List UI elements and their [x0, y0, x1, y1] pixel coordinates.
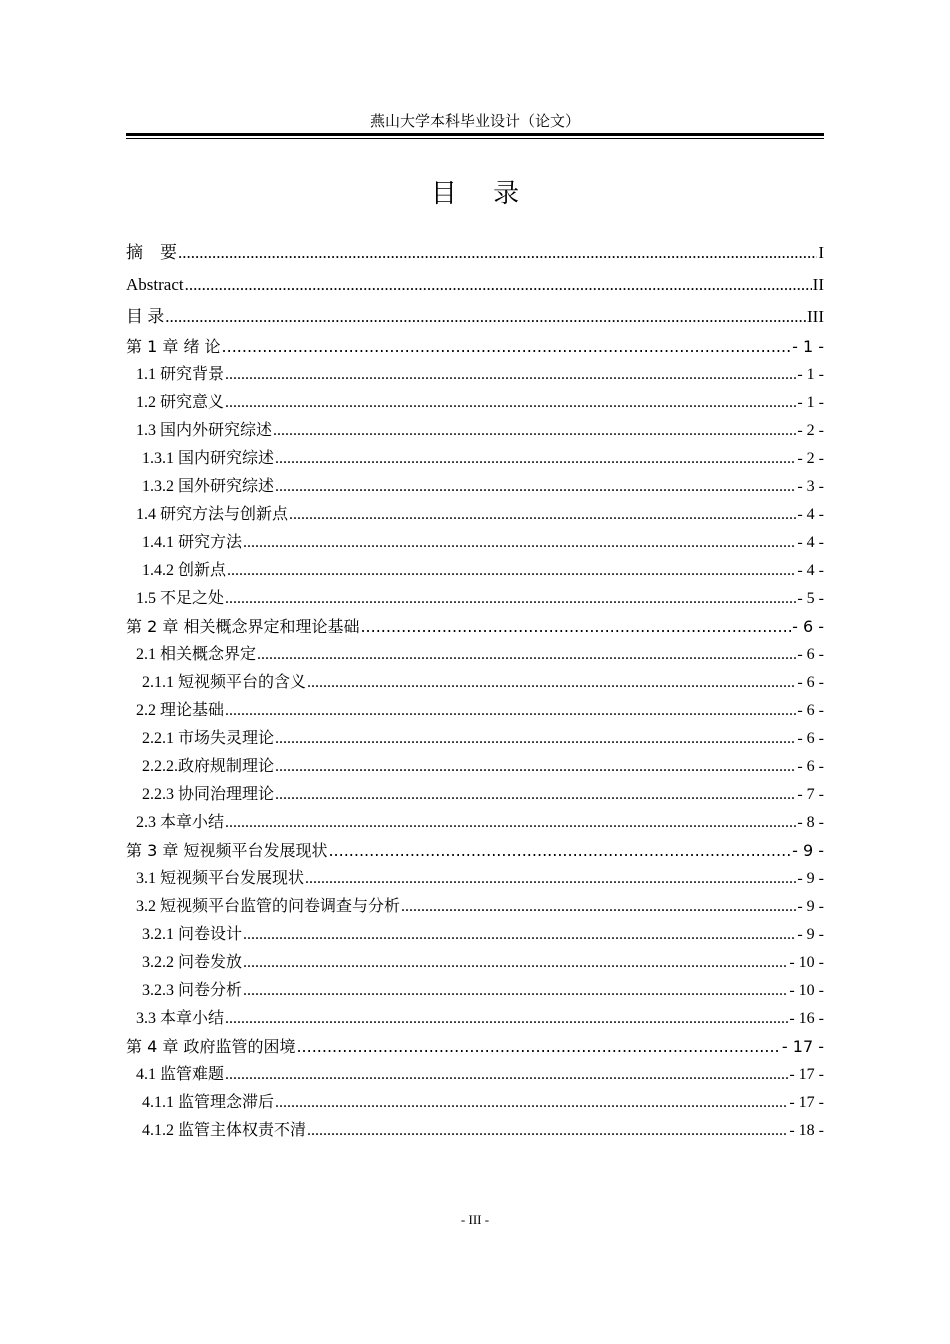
toc-entry[interactable] [126, 669, 824, 697]
table-of-contents [126, 237, 824, 1145]
toc-entry-page: - 4 - [797, 562, 824, 579]
toc-entry-page: - 17 - [789, 1094, 824, 1111]
toc-entry-page: - 4 - [797, 506, 824, 523]
toc-entry-label: 1.4.1 研究方法 [142, 534, 243, 551]
toc-dot-leader [296, 1033, 780, 1061]
toc-entry-label: 3.2.2 问卷发放 [142, 954, 243, 971]
toc-entry-page: - 16 - [789, 1010, 824, 1027]
toc-entry[interactable] [126, 237, 824, 269]
toc-entry-label: 2.2.3 协同治理理论 [142, 786, 275, 803]
page-header: 燕山大学本科毕业设计（论文） [369, 114, 580, 130]
toc-entry[interactable] [126, 1033, 824, 1061]
toc-entry-page: - 17 - [781, 1037, 824, 1056]
toc-dot-leader [243, 949, 788, 977]
toc-entry-label: 2.2.1 市场失灵理论 [142, 730, 275, 747]
toc-entry-page: - 2 - [797, 450, 824, 467]
toc-entry-page: - 17 - [789, 1066, 824, 1083]
toc-dot-leader [307, 1117, 788, 1145]
toc-entry-page: - 1 - [792, 337, 824, 356]
toc-entry-page: I [818, 243, 824, 262]
toc-entry[interactable] [126, 837, 824, 865]
toc-entry-label: 3.3 本章小结 [136, 1010, 225, 1027]
toc-entry-page: - 6 - [792, 617, 824, 636]
toc-entry-label: 第 1 章 绪 论 [126, 337, 221, 356]
toc-entry-label: 2.1 相关概念界定 [136, 646, 257, 663]
toc-entry-label: 1.1 研究背景 [136, 366, 225, 383]
toc-entry-page: - 9 - [797, 898, 824, 915]
toc-entry-page: - 1 - [797, 394, 824, 411]
toc-dot-leader [222, 333, 792, 361]
toc-entry-page: - 6 - [797, 758, 824, 775]
toc-dot-leader [289, 501, 796, 529]
toc-entry-page: II [812, 275, 824, 294]
toc-entry[interactable] [126, 753, 824, 781]
toc-entry-page: III [807, 307, 824, 326]
toc-dot-leader [257, 641, 796, 669]
toc-entry-label: 1.3 国内外研究综述 [136, 422, 273, 439]
toc-entry-label: 4.1 监管难题 [136, 1066, 225, 1083]
toc-entry[interactable] [126, 613, 824, 641]
toc-entry-label: 3.2 短视频平台监管的问卷调查与分析 [136, 898, 401, 915]
toc-entry-label: 1.4 研究方法与创新点 [136, 506, 289, 523]
toc-entry[interactable] [126, 1089, 824, 1117]
toc-dot-leader [307, 669, 796, 697]
toc-dot-leader [225, 1061, 788, 1089]
toc-entry-label: 3.1 短视频平台发展现状 [136, 870, 305, 887]
toc-entry[interactable] [126, 557, 824, 585]
toc-entry[interactable] [126, 781, 824, 809]
toc-entry[interactable] [126, 977, 824, 1005]
toc-entry[interactable] [126, 697, 824, 725]
toc-dot-leader [225, 585, 796, 613]
toc-dot-leader [225, 389, 796, 417]
toc-entry[interactable] [126, 417, 824, 445]
toc-entry-page: - 1 - [797, 366, 824, 383]
toc-entry[interactable] [126, 865, 824, 893]
toc-entry-label: 第 4 章 政府监管的困境 [126, 1037, 296, 1056]
toc-entry-label: Abstract [126, 275, 184, 294]
toc-entry-label: 2.3 本章小结 [136, 814, 225, 831]
toc-entry[interactable] [126, 725, 824, 753]
toc-dot-leader [275, 781, 796, 809]
toc-entry-page: - 3 - [797, 478, 824, 495]
toc-entry-label: 1.3.2 国外研究综述 [142, 478, 275, 495]
toc-dot-leader [225, 697, 796, 725]
toc-entry-page: - 2 - [797, 422, 824, 439]
toc-dot-leader [275, 473, 796, 501]
toc-dot-leader [165, 301, 806, 333]
toc-entry[interactable] [126, 361, 824, 389]
toc-entry[interactable] [126, 529, 824, 557]
toc-entry[interactable] [126, 641, 824, 669]
toc-dot-leader [275, 753, 796, 781]
toc-dot-leader [275, 1089, 788, 1117]
toc-entry[interactable] [126, 585, 824, 613]
toc-entry-label: 4.1.1 监管理念滞后 [142, 1094, 275, 1111]
toc-entry[interactable] [126, 501, 824, 529]
toc-dot-leader [243, 529, 796, 557]
toc-entry-label: 4.1.2 监管主体权责不清 [142, 1122, 307, 1139]
toc-dot-leader [243, 977, 788, 1005]
toc-entry-label: 3.2.1 问卷设计 [142, 926, 243, 943]
toc-entry-page: - 18 - [789, 1122, 824, 1139]
toc-entry-label: 2.1.1 短视频平台的含义 [142, 674, 307, 691]
toc-entry-page: - 10 - [789, 954, 824, 971]
toc-entry-label: 1.3.1 国内研究综述 [142, 450, 275, 467]
toc-entry[interactable] [126, 1005, 824, 1033]
toc-entry[interactable] [126, 1117, 824, 1145]
toc-dot-leader [305, 865, 796, 893]
toc-dot-leader [225, 809, 796, 837]
toc-dot-leader [243, 921, 796, 949]
toc-entry-label: 3.2.3 问卷分析 [142, 982, 243, 999]
toc-entry[interactable] [126, 389, 824, 417]
toc-dot-leader [273, 417, 796, 445]
toc-entry-page: - 6 - [797, 646, 824, 663]
toc-entry[interactable] [126, 473, 824, 501]
toc-entry-page: - 5 - [797, 590, 824, 607]
toc-dot-leader [401, 893, 796, 921]
toc-entry-page: - 6 - [797, 702, 824, 719]
header-rule-thick [126, 133, 824, 136]
toc-entry-page: - 4 - [797, 534, 824, 551]
toc-entry[interactable] [126, 333, 824, 361]
toc-entry-label: 1.4.2 创新点 [142, 562, 227, 579]
toc-entry-label: 目 录 [126, 307, 165, 326]
toc-dot-leader [225, 361, 796, 389]
toc-entry[interactable] [126, 921, 824, 949]
toc-entry[interactable] [126, 445, 824, 473]
toc-entry[interactable] [126, 893, 824, 921]
toc-entry-page: - 6 - [797, 674, 824, 691]
toc-entry[interactable] [126, 269, 824, 301]
toc-entry-label: 1.5 不足之处 [136, 590, 225, 607]
toc-entry-label: 1.2 研究意义 [136, 394, 225, 411]
toc-entry-label: 2.2.2.政府规制理论 [142, 758, 275, 775]
toc-dot-leader [275, 725, 796, 753]
toc-dot-leader [225, 1005, 788, 1033]
toc-entry-label: 2.2 理论基础 [136, 702, 225, 719]
toc-entry[interactable] [126, 809, 824, 837]
toc-entry-label: 第 2 章 相关概念界定和理论基础 [126, 617, 360, 636]
toc-entry-page: - 10 - [789, 982, 824, 999]
toc-dot-leader [328, 837, 791, 865]
toc-entry-page: - 9 - [797, 926, 824, 943]
toc-entry-page: - 7 - [797, 786, 824, 803]
toc-entry-page: - 6 - [797, 730, 824, 747]
toc-entry[interactable] [126, 949, 824, 977]
toc-dot-leader [185, 269, 812, 301]
toc-entry-page: - 9 - [792, 841, 824, 860]
toc-dot-leader [227, 557, 796, 585]
header-rule-thin [126, 138, 824, 139]
toc-entry-label: 第 3 章 短视频平台发展现状 [126, 841, 328, 860]
toc-entry-page: - 8 - [797, 814, 824, 831]
toc-dot-leader [275, 445, 796, 473]
toc-entry[interactable] [126, 301, 824, 333]
toc-dot-leader [360, 613, 791, 641]
toc-dot-leader [178, 237, 817, 269]
page-number: - III - [460, 1212, 490, 1227]
toc-entry[interactable] [126, 1061, 824, 1089]
toc-entry-label: 摘 要 [126, 243, 177, 262]
toc-title: 目 录 [430, 179, 534, 209]
toc-entry-page: - 9 - [797, 870, 824, 887]
